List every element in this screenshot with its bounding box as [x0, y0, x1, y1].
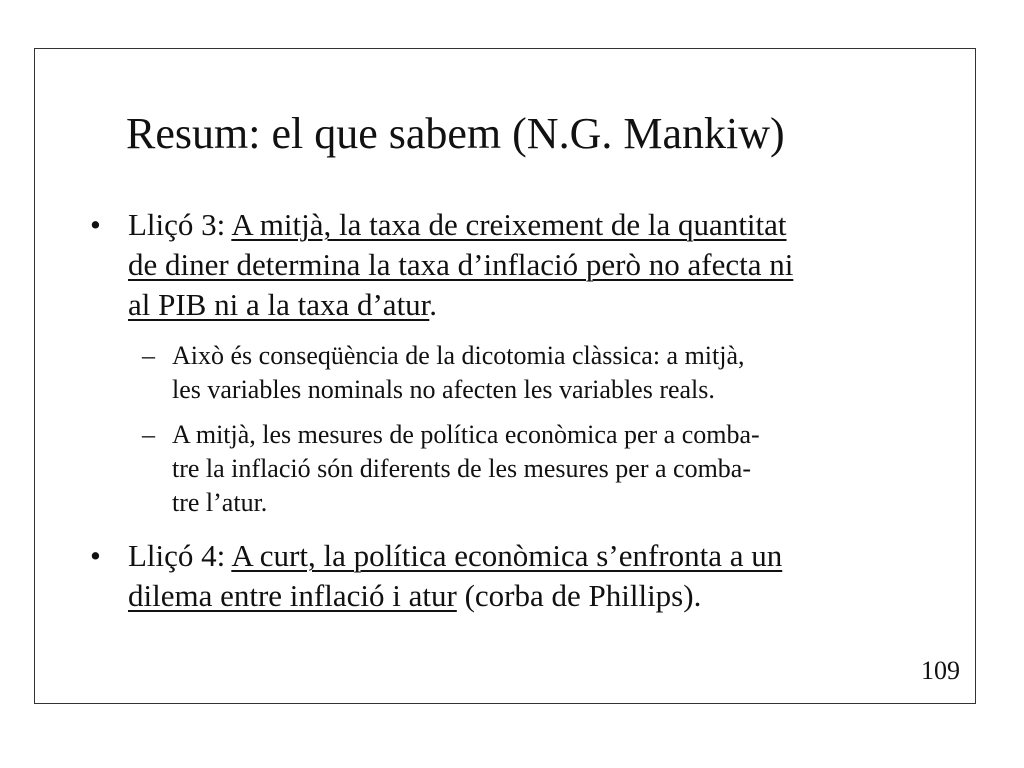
slide-title: Resum: el que sabem (N.G. Mankiw) [126, 109, 785, 158]
dash-icon: – [142, 341, 155, 370]
lesson-label: Lliçó 3: [128, 207, 232, 242]
subpoint-policy-measures [90, 418, 950, 520]
subpoint-line: tre la inflació són diferents de les mesures per a comba- [172, 454, 751, 483]
lesson-statement: A mitjà, la taxa de creixement de la quantitat [231, 207, 787, 242]
lesson-statement: al PIB ni a la taxa d’atur [128, 287, 430, 322]
bullet-line [128, 285, 950, 325]
slide-content [90, 205, 950, 616]
bullet-line [128, 205, 950, 245]
subpoint-list [90, 339, 950, 520]
dash-icon: – [142, 420, 155, 449]
subpoint-classical-dichotomy [90, 339, 950, 407]
bullet-icon: • [90, 538, 101, 573]
lesson-label: Lliçó 4: [128, 538, 232, 573]
lesson-statement: dilema entre inflació i atur [128, 578, 457, 613]
bullet-icon: • [90, 207, 101, 242]
subpoint-line: Això és conseqüència de la dicotomia clàssica: a mitjà, [172, 341, 745, 370]
subpoint-line: A mitjà, les mesures de política econòmica per a comba- [172, 420, 760, 449]
subpoint-line: tre l’atur. [172, 488, 268, 517]
lesson-tail: (corba de Phillips). [456, 578, 702, 613]
bullet-lesson-4 [90, 536, 950, 616]
subpoint-line: les variables nominals no afecten les variables reals. [172, 375, 715, 404]
bullet-line [128, 536, 950, 576]
lesson-tail: . [429, 287, 438, 322]
bullet-line [128, 576, 950, 616]
lesson-statement: de diner determina la taxa d’inflació però no afecta ni [128, 247, 794, 282]
bullet-lesson-3 [90, 205, 950, 325]
page-number: 109 [921, 656, 960, 685]
lesson-statement: A curt, la política econòmica s’enfronta a un [231, 538, 783, 573]
bullet-line [128, 245, 950, 285]
